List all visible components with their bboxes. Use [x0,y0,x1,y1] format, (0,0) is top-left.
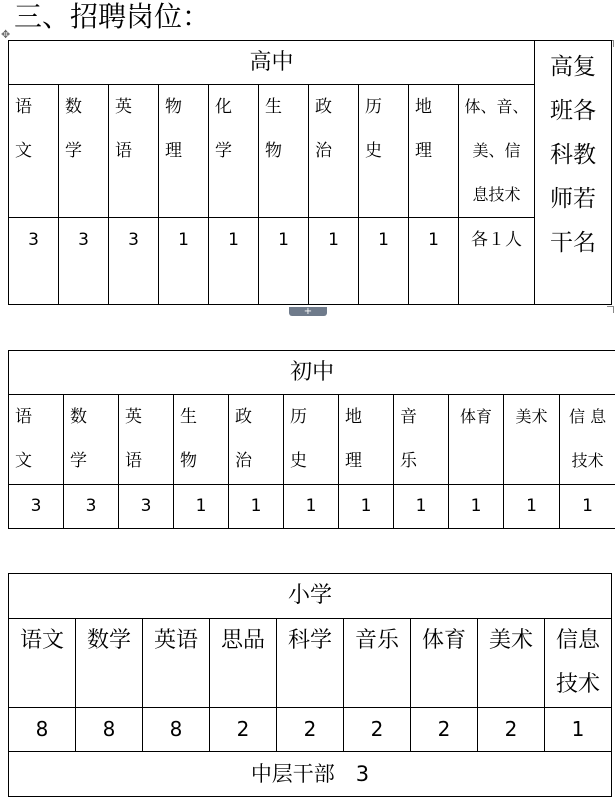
subject-cell [76,619,143,708]
subject-cell-text: 数学 [86,628,131,653]
count-cell-text: 1 [415,496,427,516]
count-cell [284,485,339,529]
subject-cell [59,85,109,218]
subject-cell [394,395,449,485]
count-cell [229,485,284,529]
subject-cell-text: 化 学 [215,97,232,161]
subject-cell-text: 数 学 [65,97,82,161]
count-cell-text: 1 [278,230,289,250]
count-cell [459,218,535,305]
count-cell [59,218,109,305]
count-cell [143,708,210,752]
subject-cell-text: 政 治 [235,407,252,471]
subject-cell-text: 语 文 [15,407,32,471]
subject-cell-text: 物 理 [165,97,182,161]
count-cell-text: 3 [78,230,89,250]
subject-cell [339,395,394,485]
subject-cell-text: 历 史 [290,407,307,471]
count-cell [9,708,76,752]
subject-cell [209,85,259,218]
count-cell [339,485,394,529]
count-cell [277,708,344,752]
count-cell-text: 2 [504,717,518,741]
subject-cell [359,85,409,218]
subject-cell [449,395,504,485]
subject-cell-text: 政 治 [315,97,332,161]
count-cell-text: 各１人 [471,230,522,250]
subject-cell-text: 思品 [220,628,265,653]
count-cell [394,485,449,529]
subject-cell [344,619,411,708]
subject-cell [560,395,615,485]
count-cell-text: 8 [35,717,49,741]
subject-cell [210,619,277,708]
count-cell-text: 3 [140,496,152,516]
subject-cell [174,395,229,485]
count-cell [76,708,143,752]
count-cell-text: 1 [360,496,372,516]
subject-cell [64,395,119,485]
subject-cell-text: 语 文 [15,97,32,161]
count-cell [478,708,545,752]
subject-cell-text: 音乐 [354,628,399,653]
subject-cell-text: 美术 [488,628,533,653]
subject-cell-text: 生 物 [265,97,282,161]
count-cell-text: 8 [169,717,183,741]
count-cell [411,708,478,752]
subject-cell-text: 语文 [19,628,64,653]
count-cell-text: 3 [28,230,39,250]
subject-cell-text: 科学 [287,628,332,653]
subject-cell [259,85,309,218]
subject-cell [459,85,535,218]
count-cell-text: 1 [178,230,189,250]
count-cell [259,218,309,305]
primary-school-table [8,573,612,797]
count-cell-text: 1 [526,496,537,516]
subject-cell [284,395,339,485]
count-cell-text: 1 [571,717,585,741]
count-cell [9,485,64,529]
subject-cell-text: 地 理 [345,407,362,471]
high-school-note-text: 高复 班各 科教 师若 干名 [550,54,597,256]
count-cell [560,485,615,529]
count-cell-text: 2 [236,717,250,741]
table-move-handle-icon[interactable]: ✥ [1,28,11,41]
subject-cell-text: 体育 [421,628,466,653]
add-row-button[interactable]: + [289,307,327,316]
count-cell [9,218,59,305]
count-cell-text: 1 [250,496,262,516]
middle-school-table [8,350,615,529]
high-school-title: 高中 [9,41,535,85]
subject-cell [119,395,174,485]
subject-cell-text: 英语 [153,628,198,653]
count-cell [64,485,119,529]
count-cell [210,708,277,752]
subject-cell [9,395,64,485]
count-cell-text: 3 [30,496,42,516]
table-resize-corner-icon[interactable] [607,306,614,313]
subject-cell [309,85,359,218]
subject-cell-text: 数 学 [70,407,87,471]
count-cell [344,708,411,752]
subject-cell-text: 体育 [459,407,492,426]
middle-school-title: 初中 [9,351,615,395]
subject-cell-text: 信 息 技术 [569,407,607,470]
subject-cell [545,619,612,708]
subject-cell-text: 信息 技术 [556,628,601,697]
count-cell-text: 3 [128,230,139,250]
count-cell-text: 1 [328,230,339,250]
count-cell-text: 1 [195,496,207,516]
count-cell [409,218,459,305]
count-cell-text: 1 [428,230,439,250]
count-cell [159,218,209,305]
count-cell-text: 1 [470,496,482,516]
subject-cell-text: 音 乐 [400,407,417,471]
count-cell-text: 1 [305,496,317,516]
count-cell [309,218,359,305]
subject-cell-text: 地 理 [415,97,432,161]
middle-cadre-row: 中层干部 3 [9,752,612,797]
subject-cell-text: 体、音、 美、信 息技术 [464,97,529,204]
count-cell-text: 1 [582,496,593,516]
subject-cell-text: 美术 [515,407,548,426]
high-school-table [8,40,612,305]
subject-cell [9,619,76,708]
subject-cell [109,85,159,218]
subject-cell-text: 英 语 [125,407,142,471]
high-school-note [535,41,612,305]
count-cell-text: 2 [303,717,317,741]
section-heading: 三、招聘岗位： [14,0,211,33]
count-cell-text: 3 [85,496,97,516]
count-cell-text: 2 [437,717,451,741]
subject-cell-text: 英 语 [115,97,132,161]
subject-cell-text: 生 物 [180,407,197,471]
count-cell [359,218,409,305]
subject-cell [277,619,344,708]
count-cell [449,485,504,529]
subject-cell-text: 历 史 [365,97,382,161]
count-cell [504,485,560,529]
count-cell [545,708,612,752]
count-cell-text: 8 [102,717,116,741]
subject-cell [504,395,560,485]
subject-cell [411,619,478,708]
subject-cell [478,619,545,708]
subject-cell [159,85,209,218]
subject-cell [9,85,59,218]
subject-cell [143,619,210,708]
subject-cell [229,395,284,485]
count-cell [174,485,229,529]
count-cell-text: 2 [370,717,384,741]
count-cell [119,485,174,529]
count-cell-text: 1 [378,230,389,250]
count-cell [109,218,159,305]
count-cell [209,218,259,305]
count-cell-text: 1 [228,230,239,250]
subject-cell [409,85,459,218]
primary-school-title: 小学 [9,574,612,619]
